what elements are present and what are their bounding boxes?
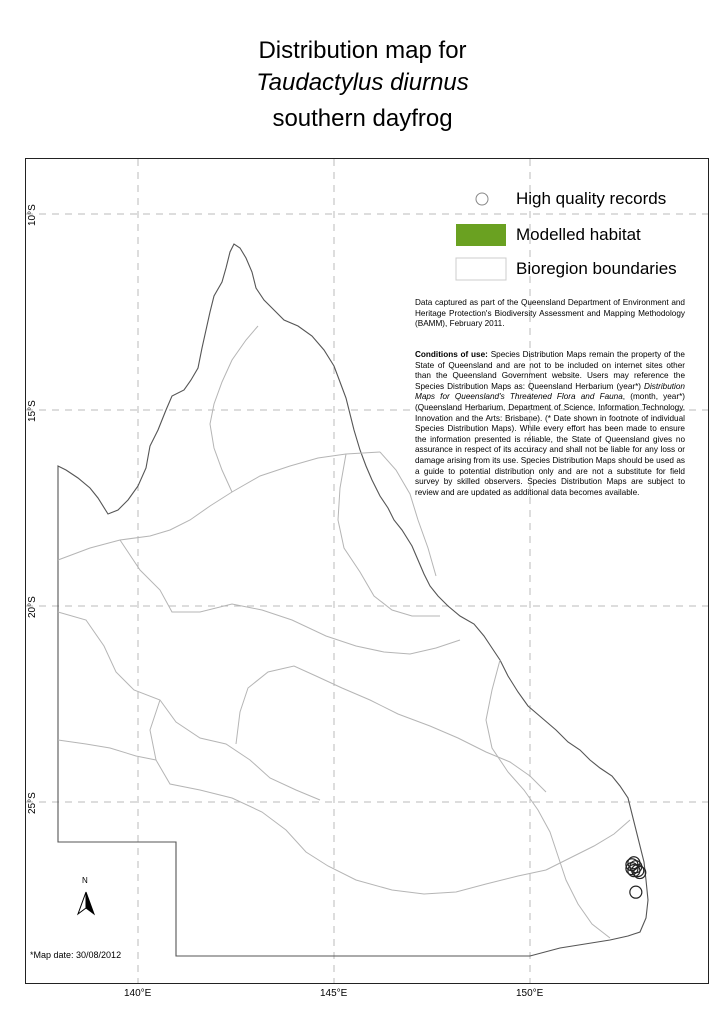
legend-bioregions-label: Bioregion boundaries [516, 259, 677, 278]
conditions-label: Conditions of use: [415, 350, 488, 359]
bioregion-line-7 [210, 326, 258, 492]
lon-label-150e: 150°E [516, 988, 544, 999]
conditions-of-use [415, 350, 685, 498]
lat-label-25s: 25°S [27, 792, 38, 814]
lat-label-10s: 10°S [27, 204, 38, 226]
bioregion-line-3 [58, 612, 320, 800]
north-label: N [82, 876, 88, 885]
bioregion-line-6 [486, 660, 610, 938]
record-point [630, 886, 642, 898]
map-date: *Map date: 30/08/2012 [30, 950, 122, 960]
legend-habitat-label: Modelled habitat [516, 225, 641, 244]
conditions-text-italic: Distribution Maps for Queensland's Threatened Flora and Fauna [415, 381, 685, 402]
bioregion-line-4 [150, 700, 546, 894]
conditions-text-a: Species Distribution Maps remain the property of the State of Queensland and are not to be included on internet sites other than the Queensland Government website. Users may reference the Species Distribution Maps as: Queensland Herbarium (year*) [415, 350, 685, 391]
north-arrow-icon [78, 892, 94, 914]
map-title-common-name: southern dayfrog [272, 105, 453, 132]
data-source-note: Data captured as part of the Queensland Department of Environment and Heritage Protection's Biodiversity Assessment and Mapping Methodology (BAMM), February 2011. [415, 298, 685, 329]
legend-bioregion-swatch [456, 258, 506, 280]
graticule [26, 159, 708, 983]
legend-record-symbol [476, 193, 488, 205]
bioregion-line-11 [546, 820, 630, 870]
map-title-line1: Distribution map for [258, 37, 467, 64]
bioregion-line-2 [120, 540, 460, 654]
conditions-text-b: , (month, year*) (Queensland Herbarium, Department of Science, Information Technology, Innovation and the Arts: Brisbane). (* Date shown in footnote of individual Species Distribution Maps). While every effort has been made to ensure the information presented is reliable, the State of Queensland gives no assurance in respect of its accuracy and shall not be liable for any loss or damage arising from its use. Species Distribution Maps should be used as a guide to potential distribution only and are not a substitute for field survey by skilled observers. Species Distribution Maps are subject to review and are updated as additional data becomes available. [415, 392, 685, 497]
lat-label-15s: 15°S [27, 400, 38, 422]
lat-label-20s: 20°S [27, 596, 38, 618]
bioregion-line-1 [58, 452, 380, 560]
bioregion-line-5 [236, 666, 546, 792]
bioregion-line-9 [58, 740, 156, 760]
lon-label-140e: 140°E [124, 988, 152, 999]
records-layer [626, 857, 646, 898]
legend-habitat-swatch [456, 224, 506, 246]
map-title-species: Taudactylus diurnus [256, 69, 469, 96]
lon-label-145e: 145°E [320, 988, 348, 999]
legend-records-label: High quality records [516, 189, 667, 208]
